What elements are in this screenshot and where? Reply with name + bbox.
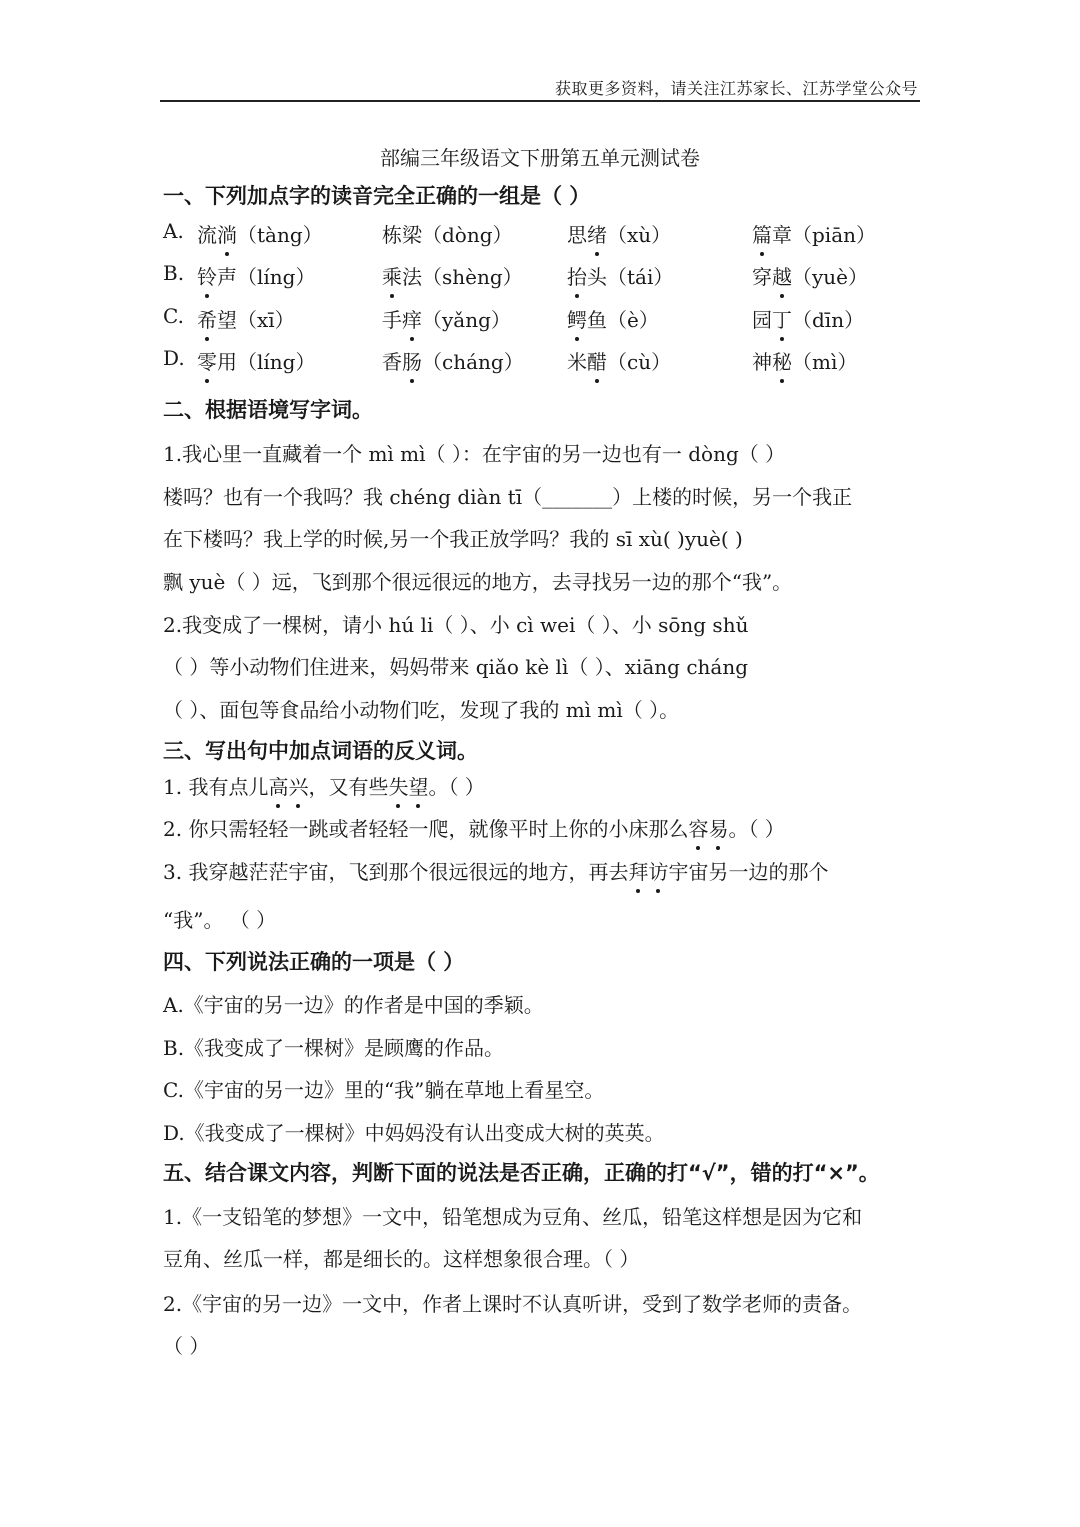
item-char: 梁 xyxy=(402,223,422,247)
item-char: 思 xyxy=(567,223,587,247)
section-3-question-3-cont: “我”。 （ ） xyxy=(163,908,277,932)
pinyin-item xyxy=(197,346,315,375)
q2-text-a: 2. 你只需轻轻一跳或者轻轻一爬，就像平时上你的小床那么 xyxy=(163,817,689,841)
q3-dotted-word: 拜访 xyxy=(628,860,668,884)
q2-dotted-word: 容易 xyxy=(688,817,728,841)
option-label: B. xyxy=(163,261,185,285)
item-pinyin: （yǎng） xyxy=(422,308,511,332)
item-pinyin: （xù） xyxy=(607,223,672,247)
option-label: A. xyxy=(163,219,184,243)
item-dotted-char: 越 xyxy=(772,261,792,290)
item-char: 法 xyxy=(402,265,422,289)
section-3-heading: 三、写出句中加点词语的反义词。 xyxy=(163,739,478,763)
q3-text-c: 宇宙另一边的那个 xyxy=(668,860,829,884)
page-title: 部编三年级语文下册第五单元测试卷 xyxy=(380,146,700,170)
item-char: 鱼 xyxy=(587,308,607,332)
item-char: 望 xyxy=(217,308,237,332)
item-char: 声 xyxy=(217,265,237,289)
header-divider xyxy=(160,100,920,102)
section-2-line: （ ）、面包等食品给小动物们吃，发现了我的 mì mì（ ）。 xyxy=(163,698,680,722)
section-1-heading: 一、下列加点字的读音完全正确的一组是（ ） xyxy=(163,184,591,208)
pinyin-item xyxy=(752,219,876,248)
item-pinyin: （è） xyxy=(607,308,659,332)
section-2-line: 楼吗？也有一个我吗？我 chéng diàn tī（_______）上楼的时候，另一个我正 xyxy=(163,485,853,509)
section-2-heading: 二、根据语境写字词。 xyxy=(163,398,373,422)
item-char: 神 xyxy=(752,350,772,374)
section-3-question-1 xyxy=(163,771,485,800)
section-5-line: 1.《一支铅笔的梦想》一文中，铅笔想成为豆角、丝瓜，铅笔这样想是因为它和 xyxy=(163,1205,863,1229)
pinyin-item xyxy=(197,304,295,333)
section-4-option-c: C.《宇宙的另一边》里的“我”躺在草地上看星空。 xyxy=(163,1078,605,1102)
item-dotted-char: 绪 xyxy=(587,219,607,248)
item-dotted-char: 肠 xyxy=(402,346,422,375)
item-pinyin: （mì） xyxy=(792,350,858,374)
q1-text-a: 1. 我有点儿 xyxy=(163,775,269,799)
item-dotted-char: 零 xyxy=(197,346,217,375)
q1-dotted-word-2: 失望 xyxy=(388,775,428,799)
q3-text-a: 3. 我穿越茫茫宇宙，飞到那个很远很远的地方，再去 xyxy=(163,860,629,884)
item-pinyin: （líng） xyxy=(237,265,316,289)
item-pinyin: （cù） xyxy=(607,350,672,374)
item-pinyin: （dòng） xyxy=(422,223,513,247)
section-2-line: 在下楼吗？我上学的时候,另一个我正放学吗？我的 sī xù( )yuè( ) xyxy=(163,527,743,551)
section-4-option-b: B.《我变成了一棵树》是顾鹰的作品。 xyxy=(163,1036,505,1060)
q1-text-c: ，又有些 xyxy=(308,775,389,799)
item-dotted-char: 淌 xyxy=(217,219,237,248)
item-char: 流 xyxy=(197,223,217,247)
item-dotted-char: 铃 xyxy=(197,261,217,290)
item-char: 栋 xyxy=(382,223,402,247)
section-3-question-3 xyxy=(163,856,828,885)
section-2-line: 飘 yuè（ ）远，飞到那个很远很远的地方，去寻找另一边的那个“我”。 xyxy=(163,570,793,594)
item-char: 穿 xyxy=(752,265,772,289)
option-label: D. xyxy=(163,346,185,370)
item-pinyin: （yuè） xyxy=(792,265,869,289)
item-char: 章 xyxy=(772,223,792,247)
item-char: 用 xyxy=(217,350,237,374)
item-char: 园 xyxy=(752,308,772,332)
option-label: C. xyxy=(163,304,184,328)
section-4-heading: 四、下列说法正确的一项是（ ） xyxy=(163,950,465,974)
item-char: 头 xyxy=(587,265,607,289)
pinyin-item xyxy=(752,304,864,333)
section-5-line: 2.《宇宙的另一边》一文中，作者上课时不认真听讲，受到了数学老师的责备。 xyxy=(163,1292,863,1316)
section-5-line: （ ） xyxy=(163,1334,210,1358)
item-dotted-char: 篇 xyxy=(752,219,772,248)
item-pinyin: （dīn） xyxy=(792,308,865,332)
pinyin-item xyxy=(197,219,323,248)
item-dotted-char: 希 xyxy=(197,304,217,333)
item-pinyin: （tàng） xyxy=(237,223,323,247)
header-note: 获取更多资料，请关注江苏家长、江苏学堂公众号 xyxy=(554,79,918,98)
item-dotted-char: 痒 xyxy=(402,304,422,333)
item-dotted-char: 醋 xyxy=(587,346,607,375)
item-pinyin: （xī） xyxy=(237,308,295,332)
section-5-line: 豆角、丝瓜一样，都是细长的。这样想象很合理。（ ） xyxy=(163,1247,640,1271)
item-char: 手 xyxy=(382,308,402,332)
q2-text-c: 。（ ） xyxy=(728,817,785,841)
pinyin-item xyxy=(752,346,857,375)
item-pinyin: （piān） xyxy=(792,223,877,247)
pinyin-item xyxy=(567,261,673,290)
q1-dotted-word-1: 高兴 xyxy=(268,775,308,799)
item-pinyin: （tái） xyxy=(607,265,674,289)
item-dotted-char: 丁 xyxy=(772,304,792,333)
pinyin-item xyxy=(382,304,511,333)
pinyin-item xyxy=(382,346,524,375)
pinyin-item xyxy=(382,219,513,248)
section-2-line: （ ）等小动物们住进来，妈妈带来 qiǎo kè lì（ ）、xiāng cháng xyxy=(163,655,749,679)
item-dotted-char: 秘 xyxy=(772,346,792,375)
item-char: 香 xyxy=(382,350,402,374)
pinyin-item xyxy=(567,219,671,248)
section-4-option-a: A.《宇宙的另一边》的作者是中国的季颖。 xyxy=(163,993,544,1017)
pinyin-item xyxy=(567,346,671,375)
q1-text-e: 。（ ） xyxy=(428,775,485,799)
section-3-question-2 xyxy=(163,813,785,842)
item-pinyin: （shèng） xyxy=(422,265,523,289)
section-5-heading: 五、结合课文内容，判断下面的说法是否正确，正确的打“√”，错的打“×”。 xyxy=(163,1161,880,1185)
item-pinyin: （cháng） xyxy=(422,350,524,374)
item-dotted-char: 乘 xyxy=(382,261,402,290)
pinyin-item xyxy=(197,261,315,290)
pinyin-item xyxy=(382,261,523,290)
item-char: 米 xyxy=(567,350,587,374)
item-dotted-char: 抬 xyxy=(567,261,587,290)
pinyin-item xyxy=(752,261,868,290)
item-pinyin: （líng） xyxy=(237,350,316,374)
section-2-line: 1.我心里一直藏着一个 mì mì（ ）：在宇宙的另一边也有一 dòng（ ） xyxy=(163,442,786,466)
section-4-option-d: D.《我变成了一棵树》中妈妈没有认出变成大树的英英。 xyxy=(163,1121,665,1145)
item-dotted-char: 鳄 xyxy=(567,304,587,333)
section-2-line: 2.我变成了一棵树，请小 hú li（ ）、小 cì wei（ ）、小 sōng shǔ xyxy=(163,613,749,637)
pinyin-item xyxy=(567,304,659,333)
